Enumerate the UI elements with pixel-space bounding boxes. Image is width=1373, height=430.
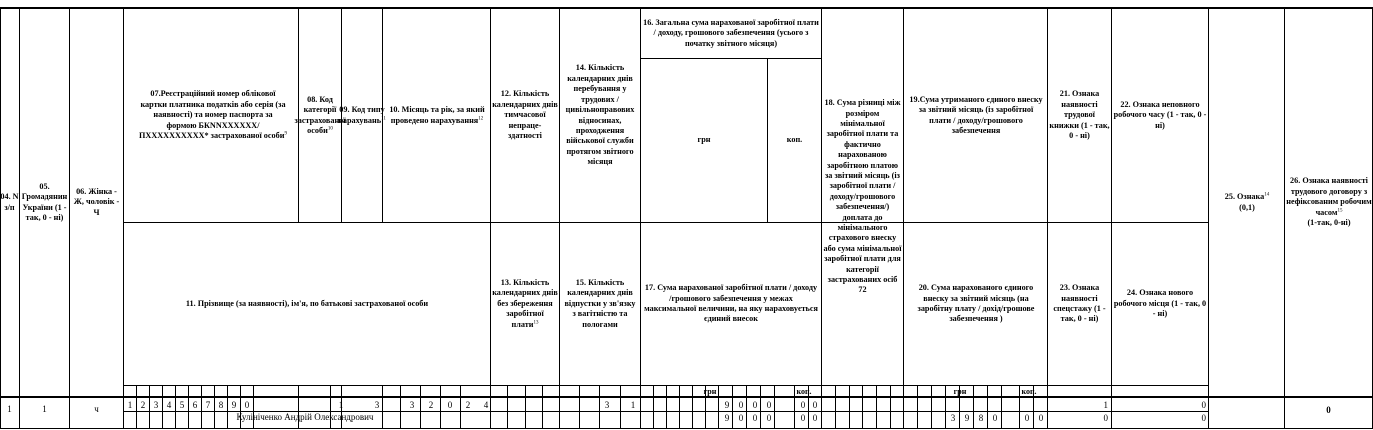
code-digit: 3 — [153, 400, 159, 410]
code-digit: 7 — [205, 400, 211, 410]
year-digit: 4 — [483, 400, 489, 410]
year-digit: 0 — [447, 400, 453, 410]
header-24: 24. Ознака нового робочого місця (1 - так, 0 - ні) — [1113, 288, 1207, 319]
header-10: 10. Місяць та рік, за який проведено нарахування$^{12}$ — [389, 105, 485, 125]
row-name: Кулініченко Андрій Олександрович — [236, 412, 374, 422]
header-15: 15. Кількість календарних днів відпустки у зв'язку з вагітністю та пологами — [564, 277, 636, 329]
row-c16-digit: 0 — [812, 400, 818, 410]
row-c17-digit: 0 — [800, 413, 806, 423]
year-digit: 2 — [465, 400, 471, 410]
header-14: 14. Кількість календарних днів перебування у трудових / цивільноправових відносинах, проходження військової служби протягом звітного місяця — [565, 63, 635, 167]
code-digit: 4 — [166, 400, 172, 410]
row-c16-digit: 0 — [738, 400, 744, 410]
header-21: 21. Ознака наявності трудової книжки (1 - так, 0 - ні) — [1049, 89, 1110, 141]
code-digit: 5 — [179, 400, 185, 410]
row-c24: 0 — [1201, 413, 1206, 423]
type-code: 3 — [374, 400, 380, 410]
row-c17-digit: 0 — [752, 413, 758, 423]
code-digit: 1 — [127, 400, 133, 410]
header-23: 23. Ознака наявності спецстажу (1 - так, 0 - ні) — [1053, 283, 1106, 324]
header-05: 05. Громадянин України (1 - так, 0 - ні) — [21, 181, 68, 222]
header-07: 07.Реєстраційний номер облікової картки платника податків або серія (за наявності) та номер паспорта за формою БКNNXXXXXX/ПXXXXXXXXXX* застрахованої особи$^9$ — [139, 89, 287, 141]
row-sex: ч — [94, 404, 99, 414]
row-n: 1 — [7, 404, 12, 414]
header-09: 09. Код типу нарахувань$^{11}$ — [338, 105, 386, 125]
code-digit: 8 — [218, 400, 224, 410]
row-c17-digit: 0 — [766, 413, 772, 423]
row-c16-digit: 0 — [766, 400, 772, 410]
year-digit: 2 — [428, 400, 434, 410]
header-16-kop: коп. — [786, 135, 803, 145]
row-c20-digit: 3 — [950, 413, 956, 423]
row-c17-digit: 0 — [812, 413, 818, 423]
code-digit: 0 — [244, 400, 250, 410]
header-16: 16. Загальна сума нарахованої заробітної плати / доходу, грошового забезпечення (усього з початку звітного місяця) — [643, 17, 819, 48]
code-digit: 2 — [140, 400, 146, 410]
subhead-grn-20: грн — [953, 387, 967, 396]
row-c17-digit: 0 — [738, 413, 744, 423]
subhead-kop-17: коп. — [796, 387, 812, 396]
row-c14b: 1 — [630, 400, 636, 410]
header-12: 12. Кількість календарних днів тимчасової непраце-здатності — [492, 89, 558, 141]
row-c16-digit: 0 — [752, 400, 758, 410]
row-c14: 3 — [604, 400, 610, 410]
header-11: 11. Прізвище (за наявності), ім'я, по батькові застрахованої особи — [185, 298, 429, 308]
header-26: 26. Ознака наявності трудового договору з нефіксованим робочим часом$^{15}$ (1-так, 0-ні) — [1286, 176, 1372, 228]
row-c16-digit: 9 — [724, 400, 730, 410]
header-08: 08. Код категорії застрахованої особи$^{10}$ — [294, 94, 346, 135]
row-c16-digit: 0 — [800, 400, 806, 410]
header-04: 04. N з/п — [0, 192, 19, 212]
row-c22: 0 — [1201, 400, 1206, 410]
code-digit: 6 — [192, 400, 198, 410]
row-c26: 0 — [1326, 405, 1331, 415]
row-c23: 0 — [1103, 413, 1108, 423]
header-20: 20. Сума нарахованого єдиного внеску за звітний місяць (на заробітну плату / дохід/грошове забезпечення ) — [917, 283, 1035, 324]
header-19: 19.Сума утриманого єдиного внеску за звітний місяць (із заробітної плати / доходу/грошового забезпечення — [909, 94, 1043, 135]
header-13: 13. Кількість календарних днів без збереження заробітної плати$^{13}$ — [492, 277, 558, 329]
category-code: 1 — [338, 400, 344, 410]
row-c17-digit: 9 — [724, 413, 730, 423]
header-22: 22. Ознака неповного робочого часу (1 - так, 0 - ні) — [1113, 99, 1207, 130]
header-25: 25. Ознака$^{14}$ (0,1) — [1224, 192, 1270, 212]
subhead-kop-20: коп. — [1021, 387, 1037, 396]
row-c20-digit: 8 — [978, 413, 984, 423]
header-18: 18. Сума різниці між розміром мінімальної заробітної плати та фактично нарахованою заробітною платою за звітний місяць (із заробітної плати / доходу/грошового забезпечення/) доплата до мінімального страхового внеску або сума мінімальної заробітної плати для категорії застрахованих осіб 72 — [823, 98, 902, 295]
subhead-grn-17: грн — [703, 387, 717, 396]
month-code: 3 — [409, 400, 415, 410]
row-c20-digit: 9 — [964, 413, 970, 423]
header-17: 17. Сума нарахованої заробітної плати / доходу /грошового забезпечення у межах максимальної величини, на яку нараховується єдиний внесок — [644, 283, 818, 324]
row-c20-digit: 0 — [992, 413, 998, 423]
row-c20-digit: 0 — [1024, 413, 1030, 423]
row-c20-digit: 0 — [1038, 413, 1044, 423]
row-c21: 1 — [1103, 400, 1108, 410]
row-citizen: 1 — [42, 404, 47, 414]
header-16-grn: грн — [697, 135, 711, 145]
header-06: 06. Жінка - Ж, чоловік - Ч — [73, 186, 120, 217]
code-digit: 9 — [231, 400, 237, 410]
